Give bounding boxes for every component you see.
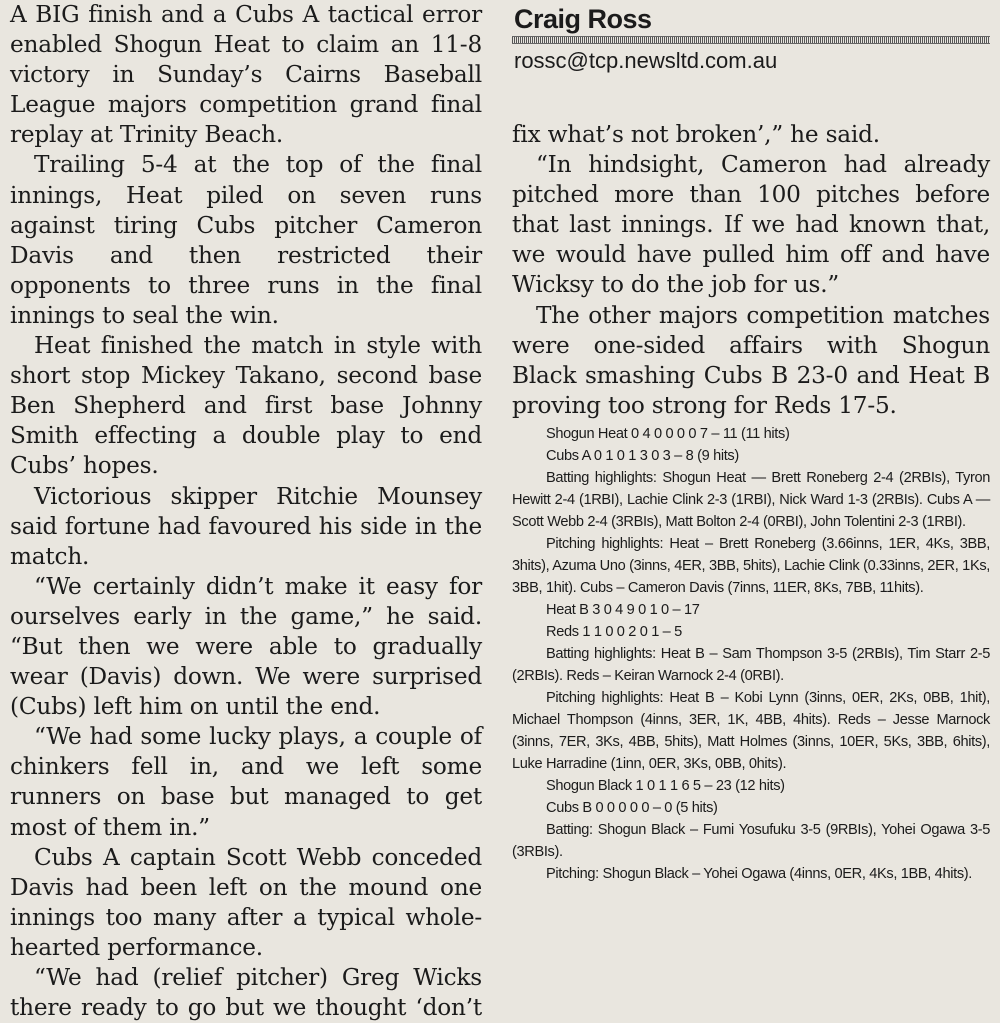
match-highlights: Pitching highlights: Heat – Brett Roneberg (3.66inns, 1ER, 4Ks, 3BB, 3hits), Azuma Uno (3inns, 4ER, 3BB, 5hits), Lachie Clink (0.33inns, 2ER, 1Ks, 3BB, 1hit). Cubs – Cameron Davis (7inns, 11ER, 8Ks, 7BB, 11hits).	[512, 535, 990, 596]
match-highlights: Pitching: Shogun Black – Yohei Ogawa (4inns, 0ER, 4Ks, 1BB, 4hits).	[546, 865, 972, 882]
match-highlights: Pitching highlights: Heat B – Kobi Lynn (3inns, 0ER, 2Ks, 0BB, 1hit), Michael Thompson (4inns, 3ER, 1K, 4BB, 4hits). Reds – Jesse Marnock (3inns, 7ER, 3Ks, 4BB, 5hits), Matt Holmes (3inns, 10ER, 5Ks, 3BB, 6hits), Luke Harradine (1inn, 0ER, 3Ks, 0BB, 0hits).	[512, 689, 990, 772]
line-score: Cubs B 0 0 0 0 0 – 0 (5 hits)	[546, 799, 718, 816]
byline-email: rossc@tcp.newsltd.com.au	[514, 48, 778, 73]
line-score: Heat B 3 0 4 9 0 1 0 – 17	[546, 601, 700, 618]
article-paragraph: The other majors competition matches were one-sided affairs with Shogun Black smashing Cubs B 23-0 and Heat B proving too strong for Reds 17-5.	[512, 301, 990, 419]
article-paragraph: “We certainly didn’t make it easy for ourselves early in the game,” he said. “But then we were able to gradually wear (Davis) down. We were surprised (Cubs) left him on until the end.	[10, 572, 482, 721]
article-paragraph: Trailing 5-4 at the top of the final innings, Heat piled on seven runs against tiring Cubs pitcher Cameron Davis and then restricted their opponents to three runs in the final innings to seal the win.	[10, 151, 482, 329]
article-paragraph: Cubs A captain Scott Webb conceded Davis had been left on the mound one innings too many after a typical whole-hearted performance.	[10, 843, 482, 961]
article-column-right	[512, 0, 990, 885]
article-paragraph: Heat finished the match in style with short stop Mickey Takano, second base Ben Shepherd and first base Johnny Smith effecting a double play to end Cubs’ hopes.	[10, 332, 482, 480]
article-column-left	[10, 0, 482, 1023]
line-score: Cubs A 0 1 0 1 3 0 3 – 8 (9 hits)	[546, 447, 739, 464]
line-score: Shogun Heat 0 4 0 0 0 0 7 – 11 (11 hits)	[546, 425, 790, 442]
match-highlights: Batting: Shogun Black – Fumi Yosufuku 3-5 (9RBIs), Yohei Ogawa 3-5 (3RBIs).	[512, 821, 990, 860]
article-paragraph: “We had (relief pitcher) Greg Wicks there ready to go but we thought ‘don’t	[10, 964, 482, 1022]
byline-author: Craig Ross	[514, 4, 652, 34]
article-paragraph: Victorious skipper Ritchie Mounsey said fortune had favoured his side in the match.	[10, 482, 482, 570]
match-highlights: Batting highlights: Shogun Heat — Brett Roneberg 2-4 (2RBIs), Tyron Hewitt 2-4 (1RBI), Lachie Clink 2-3 (1RBI), Nick Ward 1-3 (2RBIs). Cubs A — Scott Webb 2-4 (3RBIs), Matt Bolton 2-4 (0RBI), John Tolentini 2-3 (1RBI).	[512, 469, 990, 530]
line-score: Reds 1 1 0 0 2 0 1 – 5	[546, 623, 682, 640]
article-paragraph: fix what’s not broken’,” he said.	[512, 121, 880, 148]
match-highlights: Batting highlights: Heat B – Sam Thompson 3-5 (2RBIs), Tim Starr 2-5 (2RBIs). Reds – Keiran Warnock 2-4 (0RBI).	[512, 645, 990, 684]
article-paragraph: A BIG finish and a Cubs A tactical error enabled Shogun Heat to claim an 11-8 victory in Sunday’s Cairns Baseball League majors competition grand final replay at Trinity Beach.	[10, 1, 482, 149]
article-body-continued	[512, 120, 990, 421]
match-results	[512, 423, 990, 885]
line-score: Shogun Black 1 0 1 1 6 5 – 23 (12 hits)	[546, 777, 785, 794]
article-paragraph: “In hindsight, Cameron had already pitched more than 100 pitches before that last innings. If we had known that, we would have pulled him off and have Wicksy to do the job for us.”	[512, 151, 990, 299]
article-paragraph: “We had some lucky plays, a couple of chinkers fell in, and we left some runners on base but managed to get most of them in.”	[10, 723, 482, 841]
byline-divider	[512, 36, 990, 44]
